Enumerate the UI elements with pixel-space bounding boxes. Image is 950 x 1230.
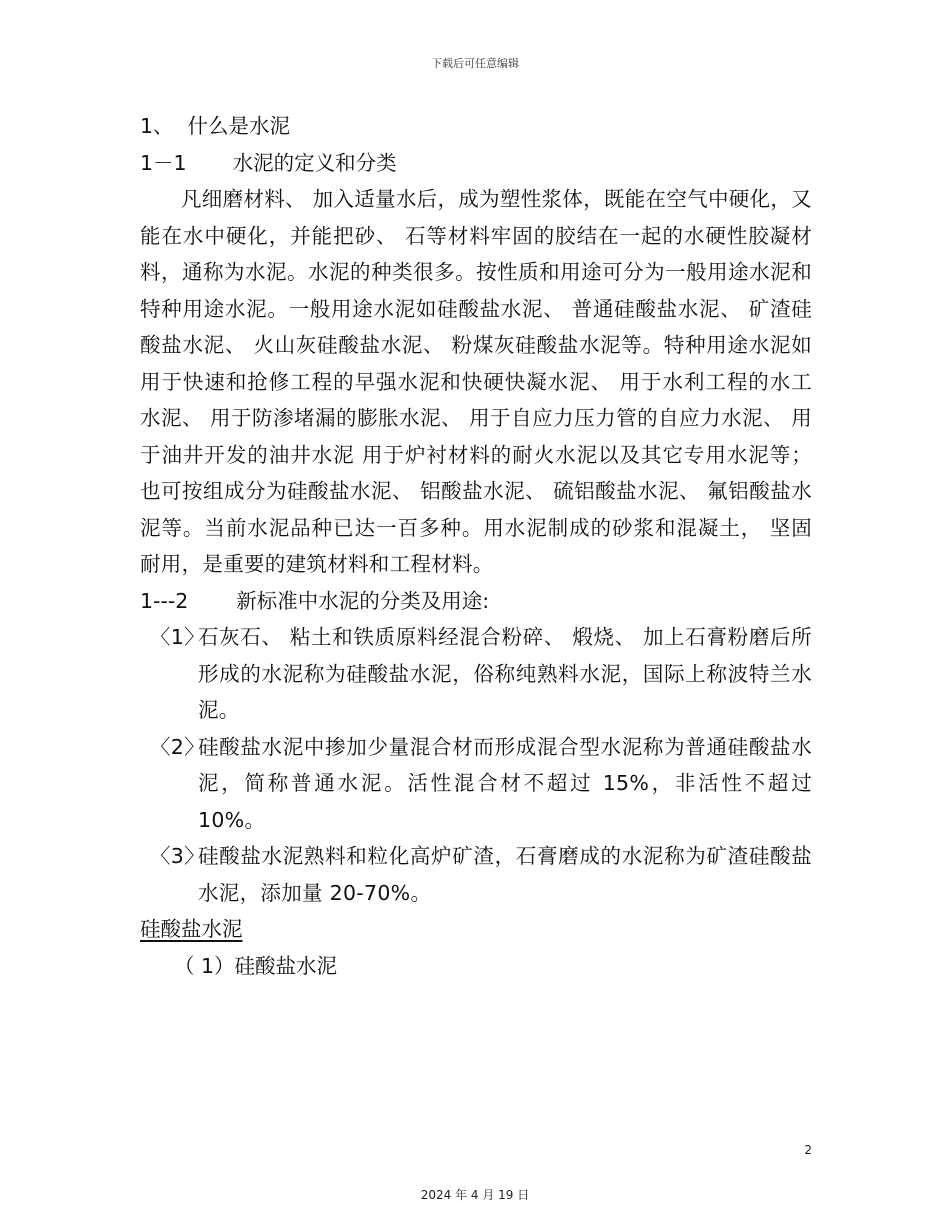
section-number: 1---2 [140, 588, 189, 613]
list-item-text: 硅酸盐水泥熟料和粒化高炉矿渣，石膏磨成的水泥称为矿渣硅酸盐水泥，添加量 20-70%。 [198, 844, 812, 905]
list-marker: 〈2〉 [150, 734, 205, 759]
section-number: 1－1 [140, 150, 187, 175]
page-header: 下载后可任意编辑 [431, 57, 519, 70]
list-item-text: 硅酸盐水泥中掺加少量混合材而形成混合型水泥称为普通硅酸盐水泥，简称普通水泥。活性混合材不超过 15%，非活性不超过 10%。 [198, 734, 812, 832]
footer-date: 2024 年 4 月 19 日 [420, 1188, 530, 1202]
definition-paragraph: 凡细磨材料、 加入适量水后，成为塑性浆体，既能在空气中硬化，又能在水中硬化，并能把砂、 石等材料牢固的胶结在一起的水硬性胶凝材料，通称为水泥。水泥的种类很多。按性质和用途可分为一般用途水泥和特种用途水泥。一般用途水泥如硅酸盐水泥、 普通硅酸盐水泥、 矿渣硅酸盐水泥、 火山灰硅酸盐水泥、 粉煤灰硅酸盐水泥等。特种用途水泥如用于快速和抢修工程的早强水泥和快硬快凝水泥、 用于水利工程的水工水泥、 用于防渗堵漏的膨胀水泥、 用于自应力压力管的自应力水泥、 用于油井开发的油井水泥 用于炉衬材料的耐火水泥以及其它专用水泥等；也可按组成分为硅酸盐水泥、 铝酸盐水泥、 硫铝酸盐水泥、 氟铝酸盐水泥等。当前水泥品种已达一百多种。用水泥制成的砂浆和混凝土， 坚固耐用，是重要的建筑材料和工程材料。 [140, 187, 812, 576]
section-heading-1 [140, 108, 812, 145]
list-marker: 〈3〉 [150, 844, 205, 868]
sub-item: （ 1）硅酸盐水泥 [174, 953, 338, 978]
list-item [140, 619, 812, 729]
section-title: 新标准中水泥的分类及用途: [236, 588, 490, 613]
section-title: 水泥的定义和分类 [232, 150, 397, 175]
section-heading-1-2 [140, 583, 812, 620]
list-item [140, 838, 812, 911]
section-number: 1、 [140, 114, 174, 138]
list-item [140, 729, 812, 839]
section-title: 什么是水泥 [187, 114, 291, 138]
list-item-text: 石灰石、 粘土和铁质原料经混合粉碎、 煅烧、 加上石膏粉磨后所形成的水泥称为硅酸盐水泥，俗称纯熟料水泥，国际上称波特兰水泥。 [198, 625, 812, 722]
page-number: 2 [804, 1143, 812, 1157]
list-marker: 〈1〉 [150, 625, 205, 649]
section-heading-1-1 [140, 145, 812, 182]
document-body [140, 108, 812, 984]
underlined-heading: 硅酸盐水泥 [140, 917, 243, 941]
subsection-heading [140, 911, 812, 948]
